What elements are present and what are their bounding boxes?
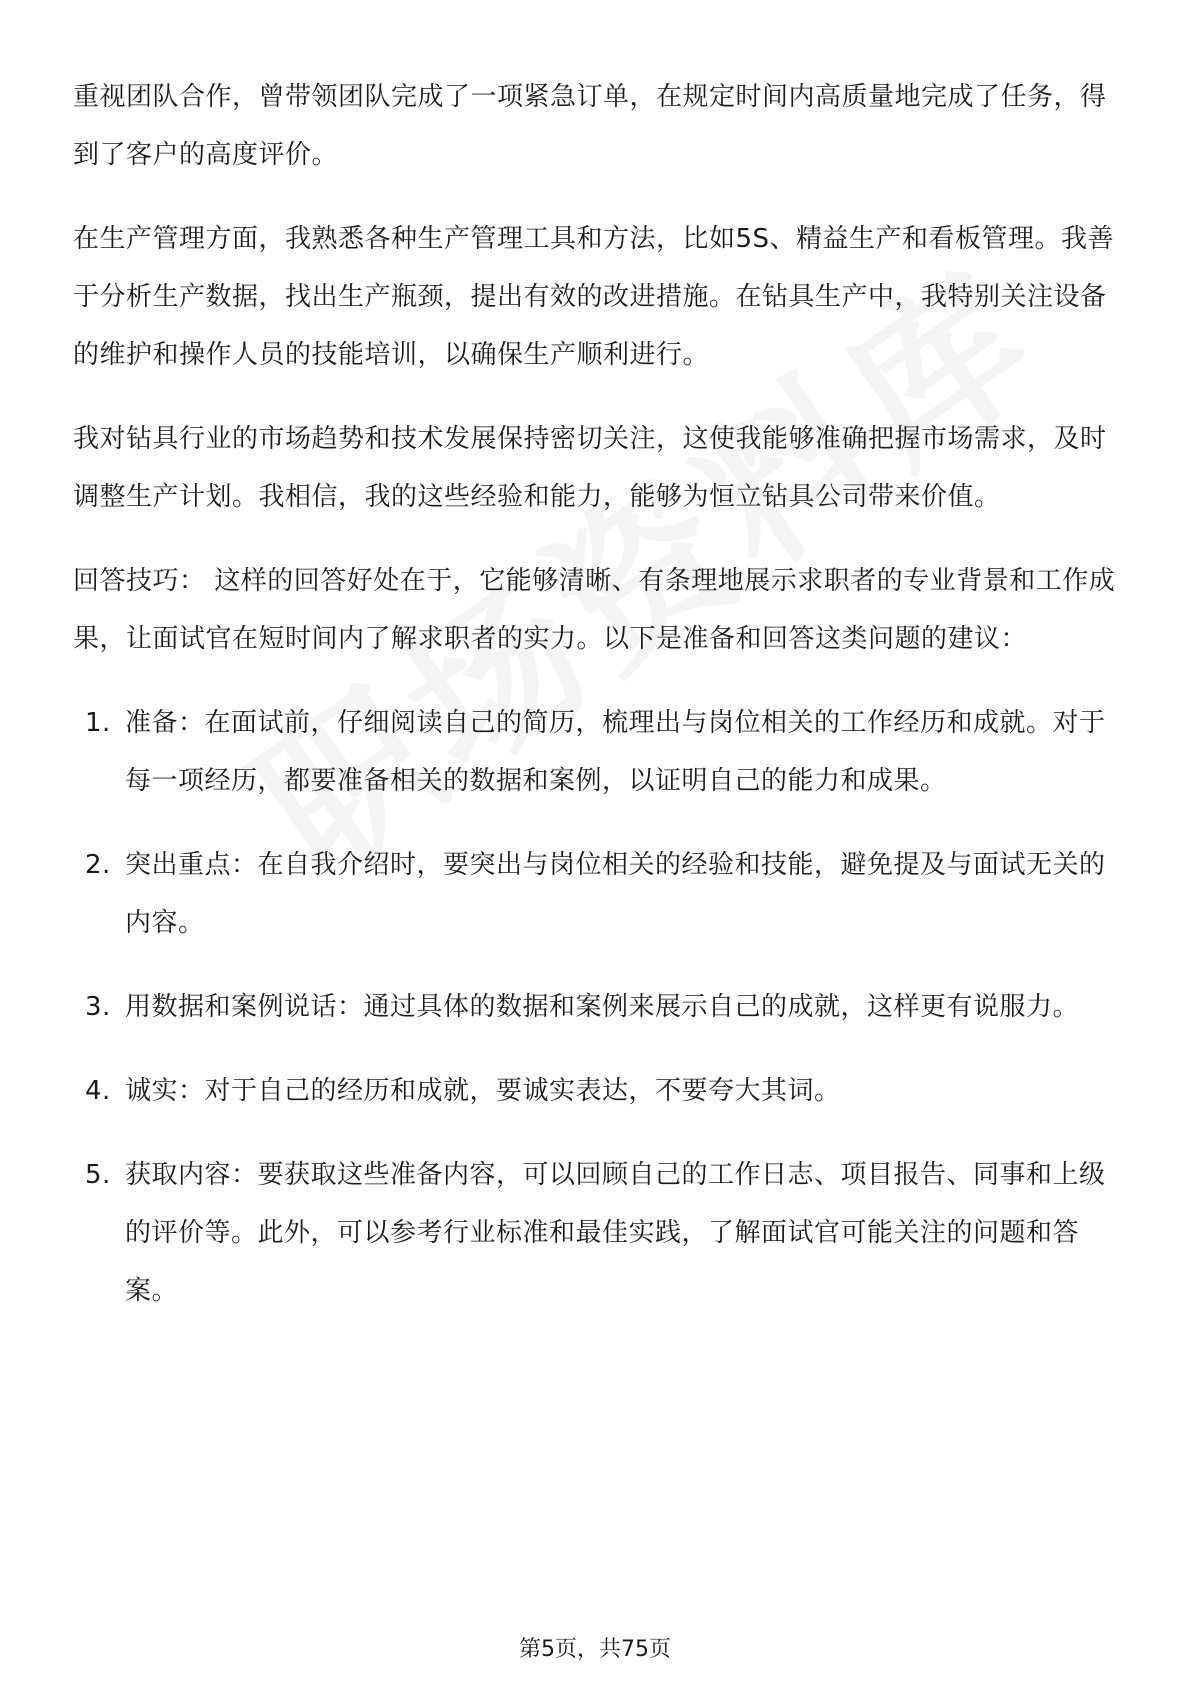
paragraph-market-trends: 我对钻具行业的市场趋势和技术发展保持密切关注，这使我能够准确把握市场需求，及时调整生产计划。我相信，我的这些经验和能力，能够为恒立钻具公司带来价值。 xyxy=(73,424,1107,512)
page-number-footer: 第5页，共75页 xyxy=(519,1637,671,1662)
page-content xyxy=(73,68,1123,1346)
paragraph-production-management: 在生产管理方面，我熟悉各种生产管理工具和方法，比如5S、精益生产和看板管理。我善于分析生产数据，找出生产瓶颈，提出有效的改进措施。在钻具生产中，我特别关注设备的维护和操作人员的技能培训，以确保生产顺利进行。 xyxy=(73,224,1115,370)
list-number: 1. xyxy=(85,708,111,738)
list-item-text: 突出重点：在自我介绍时，要突出与岗位相关的经验和技能，避免提及与面试无关的内容。 xyxy=(125,850,1106,938)
list-item xyxy=(73,978,1123,1036)
list-number: 2. xyxy=(85,850,111,880)
list-item xyxy=(73,836,1123,952)
paragraph-teamwork: 重视团队合作，曾带领团队完成了一项紧急订单，在规定时间内高质量地完成了任务，得到了客户的高度评价。 xyxy=(73,82,1107,170)
list-item-text: 获取内容：要获取这些准备内容，可以回顾自己的工作日志、项目报告、同事和上级的评价等。此外，可以参考行业标准和最佳实践，了解面试官可能关注的问题和答案。 xyxy=(125,1160,1106,1306)
list-item xyxy=(73,1146,1123,1320)
list-item-text: 准备：在面试前，仔细阅读自己的简历，梳理出与岗位相关的工作经历和成就。对于每一项经历，都要准备相关的数据和案例，以证明自己的能力和成果。 xyxy=(125,708,1106,796)
list-item-text: 用数据和案例说话：通过具体的数据和案例来展示自己的成就，这样更有说服力。 xyxy=(125,992,1080,1022)
paragraph-answer-tips: 回答技巧： 这样的回答好处在于，它能够清晰、有条理地展示求职者的专业背景和工作成果，让面试官在短时间内了解求职者的实力。以下是准备和回答这类问题的建议： xyxy=(73,566,1116,654)
list-item-text: 诚实：对于自己的经历和成就，要诚实表达，不要夸大其词。 xyxy=(125,1076,841,1106)
list-item xyxy=(73,1062,1123,1120)
list-number: 3. xyxy=(85,992,111,1022)
list-item xyxy=(73,694,1123,810)
tips-list xyxy=(73,694,1123,1320)
list-number: 5. xyxy=(85,1160,111,1190)
list-number: 4. xyxy=(85,1076,111,1106)
